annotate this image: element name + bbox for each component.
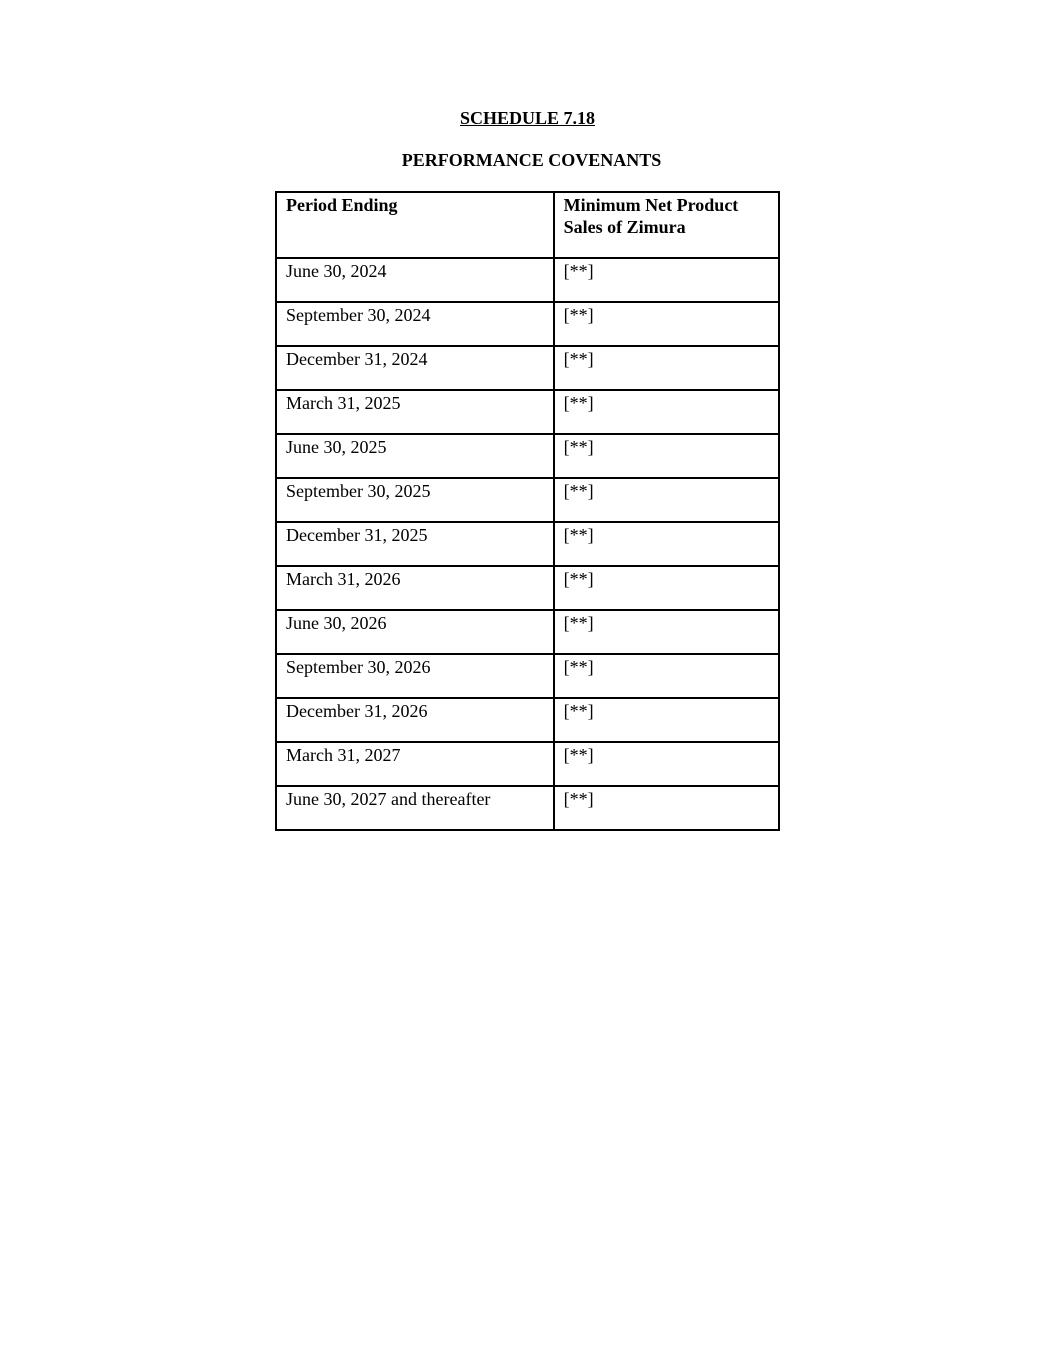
minimum-sales-cell: [**]	[554, 390, 779, 434]
minimum-sales-cell: [**]	[554, 742, 779, 786]
table-row	[276, 434, 779, 478]
minimum-sales-cell: [**]	[554, 610, 779, 654]
period-ending-cell: September 30, 2025	[276, 478, 554, 522]
table-row	[276, 742, 779, 786]
period-ending-cell: June 30, 2025	[276, 434, 554, 478]
period-ending-cell: June 30, 2024	[276, 258, 554, 302]
table-row	[276, 698, 779, 742]
minimum-sales-cell: [**]	[554, 478, 779, 522]
table-row	[276, 522, 779, 566]
minimum-sales-cell: [**]	[554, 522, 779, 566]
minimum-sales-cell: [**]	[554, 566, 779, 610]
table-header-row	[276, 192, 779, 258]
period-ending-cell: March 31, 2027	[276, 742, 554, 786]
document-subtitle: PERFORMANCE COVENANTS	[401, 150, 662, 170]
period-ending-cell: March 31, 2025	[276, 390, 554, 434]
minimum-sales-cell: [**]	[554, 302, 779, 346]
period-ending-cell: September 30, 2024	[276, 302, 554, 346]
schedule-title: SCHEDULE 7.18	[459, 108, 596, 128]
minimum-sales-cell: [**]	[554, 654, 779, 698]
period-ending-cell: June 30, 2026	[276, 610, 554, 654]
period-ending-cell: March 31, 2026	[276, 566, 554, 610]
period-ending-cell: December 31, 2024	[276, 346, 554, 390]
table-row	[276, 610, 779, 654]
performance-covenants-table	[275, 191, 780, 831]
table-row	[276, 390, 779, 434]
table-row	[276, 566, 779, 610]
table-row	[276, 478, 779, 522]
minimum-sales-cell: [**]	[554, 258, 779, 302]
minimum-net-sales-header: Minimum Net Product Sales of Zimura	[554, 192, 779, 258]
table-row	[276, 346, 779, 390]
period-ending-cell: June 30, 2027 and thereafter	[276, 786, 554, 830]
period-ending-cell: December 31, 2025	[276, 522, 554, 566]
table-row	[276, 654, 779, 698]
period-ending-header: Period Ending	[276, 192, 554, 258]
table-row	[276, 786, 779, 830]
minimum-sales-cell: [**]	[554, 434, 779, 478]
minimum-sales-cell: [**]	[554, 346, 779, 390]
period-ending-cell: September 30, 2026	[276, 654, 554, 698]
minimum-sales-cell: [**]	[554, 786, 779, 830]
minimum-sales-cell: [**]	[554, 698, 779, 742]
period-ending-cell: December 31, 2026	[276, 698, 554, 742]
table-row	[276, 258, 779, 302]
table-row	[276, 302, 779, 346]
